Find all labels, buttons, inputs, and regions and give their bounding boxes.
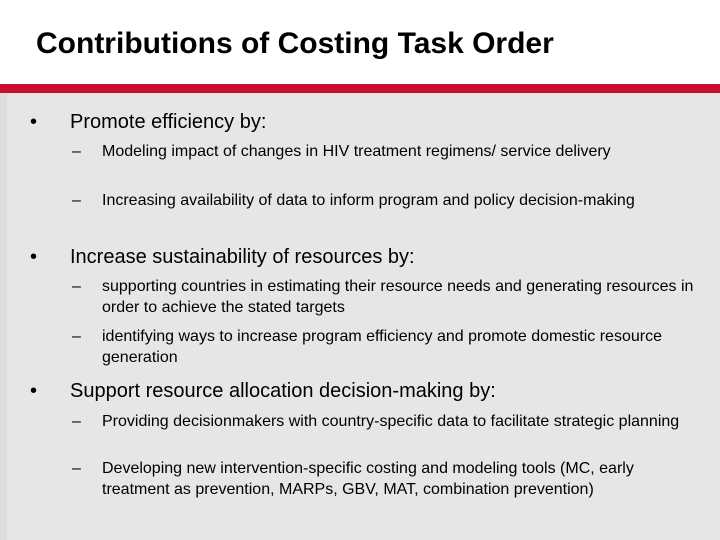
sub-bullet-providing-decisionmakers: [72, 411, 702, 432]
sub-bullet-increasing-availability: [72, 190, 702, 211]
sub-bullet-text: Providing decisionmakers with country-specific data to facilitate strategic planning: [102, 413, 680, 430]
bullet-heading: Promote efficiency by:: [70, 111, 267, 133]
bullet-heading: Support resource allocation decision-making by:: [70, 380, 496, 402]
slide-title: Contributions of Costing Task Order: [36, 27, 554, 60]
content-area: [0, 93, 720, 540]
sub-bullet-developing-tools: [72, 458, 702, 500]
bullet-icon: •: [30, 111, 38, 133]
dash-icon: –: [72, 413, 81, 430]
bullet-icon: •: [30, 246, 38, 268]
sub-bullet-identifying-ways: [72, 326, 702, 368]
sub-bullet-text: Increasing availability of data to inform program and policy decision-making: [102, 192, 635, 209]
sub-bullet-text: supporting countries in estimating their resource needs and generating resources in order to achieve the stated targets: [102, 278, 694, 316]
sub-bullet-supporting-countries: [72, 276, 702, 318]
dash-icon: –: [72, 328, 81, 345]
accent-bar: [0, 84, 720, 93]
sub-bullet-text: identifying ways to increase program efficiency and promote domestic resource generation: [102, 328, 662, 366]
title-area: [0, 0, 720, 84]
dash-icon: –: [72, 278, 81, 295]
bullet-heading: Increase sustainability of resources by:: [70, 246, 415, 268]
sub-bullet-text: Developing new intervention-specific costing and modeling tools (MC, early treatment as prevention, MARPs, GBV, MAT, combination prevention): [102, 460, 634, 498]
dash-icon: –: [72, 460, 81, 477]
dash-icon: –: [72, 143, 81, 160]
bullet-icon: •: [30, 380, 38, 402]
sub-bullet-modeling-impact: [72, 141, 702, 162]
sub-bullet-text: Modeling impact of changes in HIV treatment regimens/ service delivery: [102, 143, 611, 160]
dash-icon: –: [72, 192, 81, 209]
left-edge-divider: [0, 93, 7, 540]
